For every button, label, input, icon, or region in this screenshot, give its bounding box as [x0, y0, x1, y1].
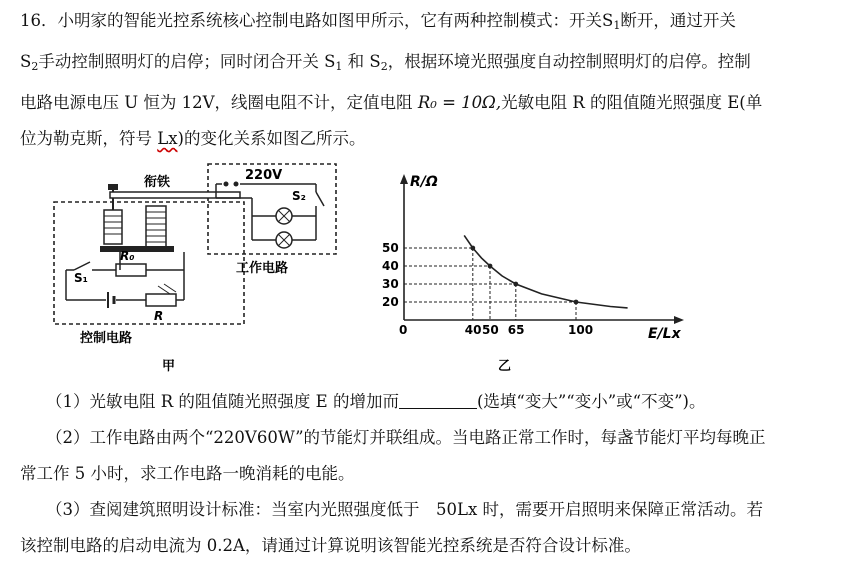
y-axis-label: R/Ω [410, 174, 438, 190]
switch-s1-label: S [602, 11, 614, 30]
x-tick-label: 65 [507, 323, 525, 337]
intro-line-1 [20, 3, 820, 44]
y-tick-label: 30 [382, 277, 399, 291]
switch-s1-blade [74, 262, 90, 270]
part-2-line-2: 常工作 5 小时，求工作电路一晚消耗的电能。 [20, 464, 355, 483]
electromagnet-coil [146, 206, 166, 250]
question-number: 16． [20, 11, 58, 30]
y-axis-arrow [400, 174, 408, 184]
x-tick-label: 100 [568, 323, 594, 337]
part-1 [20, 384, 820, 420]
figure-a-caption: 甲 [162, 359, 176, 374]
resistor-r0-label: R₀ [120, 249, 135, 263]
answer-blank[interactable] [399, 392, 477, 409]
intro-text-1: 小明家的智能光控系统核心控制电路如图甲所示，它有两种控制模式：开关 [57, 11, 602, 30]
control-circuit-label: 控制电路 [80, 331, 133, 346]
switch-s2-label-2: S [369, 52, 381, 71]
intro-text-4: 和 [347, 52, 365, 71]
switch-s1-diagram-label: S₁ [74, 271, 88, 285]
intro-text-8: 位为勒克斯，符号 [20, 129, 152, 148]
photoresistor-label: R [154, 309, 164, 323]
x-axis-arrow [674, 316, 684, 324]
intro-line-2 [20, 44, 820, 85]
photoresistor-r [146, 294, 176, 306]
figure-b-caption: 乙 [498, 359, 512, 374]
intro-text-5: ，根据环境光照强度自动控制照明灯的启停。控制 [387, 52, 751, 71]
lamp-1-icon [276, 208, 292, 224]
data-point [470, 246, 475, 251]
intro-text-7: 光敏电阻 R 的阻值随光照强度 E(单 [501, 93, 763, 112]
intro-line-4 [20, 121, 820, 157]
intro-line-3 [20, 85, 820, 121]
source-220v-label: 220V [245, 168, 283, 183]
switch-s2-label: S [20, 52, 32, 71]
y-tick-label: 40 [382, 259, 399, 273]
x-axis-label: E/Lx [648, 326, 681, 342]
armature-bar [110, 192, 240, 198]
lx-symbol: Lx [157, 129, 178, 148]
circuit-diagram [40, 158, 360, 378]
intro-text-3: 手动控制照明灯的启停；同时闭合开关 [38, 52, 319, 71]
question-intro [20, 3, 820, 157]
data-point [513, 282, 518, 287]
switch-s2-subscript-2: 2 [380, 60, 388, 73]
part-2-line-1: （2）工作电路由两个“220V60W”的节能灯并联组成。当电路正常工作时，每盏节能灯平均每晚正 [46, 428, 766, 447]
x-tick-label: 40 [464, 323, 482, 337]
data-point [488, 264, 493, 269]
y-tick-label: 50 [382, 241, 399, 255]
switch-s2-subscript: 2 [31, 60, 39, 73]
relay-coil-left [104, 210, 122, 244]
y-tick-label: 20 [382, 295, 399, 309]
x-tick-label: 50 [482, 323, 499, 337]
switch-s1-subscript-2: 1 [335, 60, 343, 73]
intro-text-2: 断开，通过开关 [620, 11, 736, 30]
part-3-line-1: （3）查阅建筑照明设计标准：当室内光照强度低于 50Lx 时，需要开启照明来保障正常活动。若 [46, 500, 764, 519]
switch-s2-diagram-label: S₂ [292, 189, 306, 203]
switch-s1-label-2: S [324, 52, 336, 71]
intro-text-6: 电路电源电压 U 恒为 12V，线圈电阻不计，定值电阻 [20, 93, 413, 112]
switch-s1-subscript: 1 [613, 19, 621, 32]
r-e-curve [464, 235, 627, 308]
armature-label: 衔铁 [144, 175, 171, 190]
switch-s2-blade [316, 192, 324, 206]
r0-formula: R₀ = 10Ω, [417, 93, 502, 112]
question-parts [20, 384, 820, 564]
lamp-2-icon [276, 232, 292, 248]
part-3-line-2: 该控制电路的启动电流为 0.2A，请通过计算说明该智能光控系统是否符合设计标准。 [20, 536, 641, 555]
part-1-text-b: (选填“变大”“变小”或“不变”)。 [476, 392, 706, 411]
r-e-chart [380, 168, 700, 378]
work-circuit-label: 工作电路 [236, 261, 289, 276]
intro-text-9: )的变化关系如图乙所示。 [177, 129, 366, 148]
data-point [574, 300, 579, 305]
part-1-text-a: （1）光敏电阻 R 的阻值随光照强度 E 的增加而 [46, 392, 399, 411]
origin-label: 0 [399, 323, 408, 337]
